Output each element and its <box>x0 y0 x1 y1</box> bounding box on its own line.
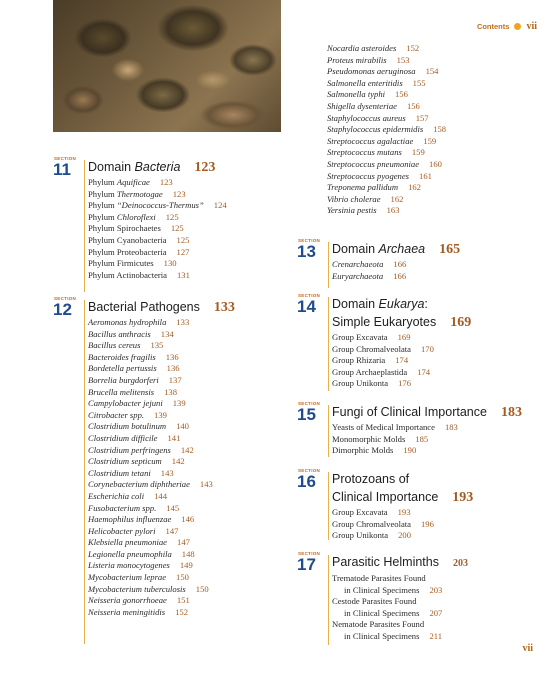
section-number-block <box>297 551 329 645</box>
toc-entry[interactable]: Staphylococcus epidermidis 158 <box>327 124 447 135</box>
page-header <box>477 21 537 32</box>
toc-entry[interactable]: Group Excavata 169 <box>332 332 411 342</box>
toc-entry[interactable]: Clostridium perfringens 142 <box>88 444 194 455</box>
section-title-page: 203 <box>452 558 468 569</box>
toc-entry[interactable]: Salmonella typhi 156 <box>327 89 408 100</box>
section-body <box>329 242 460 288</box>
section-title-row[interactable] <box>332 555 468 571</box>
toc-entry[interactable]: Nematode Parasites Found <box>332 619 425 630</box>
toc-entry[interactable]: in Clinical Specimens 203 <box>344 584 443 595</box>
section-label: SECTION <box>298 468 321 473</box>
header-page-number: vii <box>526 21 537 32</box>
section-title-page: 123 <box>194 160 216 175</box>
toc-entry[interactable]: Streptococcus agalactiae 159 <box>327 135 437 146</box>
section-entries <box>88 177 227 281</box>
section-entries <box>332 332 471 390</box>
toc-entry[interactable]: Salmonella enteritidis 155 <box>327 77 426 88</box>
section-number: 14 <box>297 297 316 316</box>
toc-entry[interactable]: Phylum Aquificae 123 <box>88 177 173 187</box>
section-title-row[interactable] <box>332 242 460 257</box>
section-title-page: 133 <box>213 300 235 315</box>
section-title-line2: Clinical Importance <box>332 490 439 504</box>
toc-entry[interactable]: Group Excavata 193 <box>332 507 411 517</box>
toc-entry[interactable]: Clostridium botulinum 140 <box>88 421 189 432</box>
section-entries <box>332 507 473 542</box>
toc-entry[interactable]: Clostridium septicum 142 <box>88 456 185 467</box>
toc-entry[interactable]: Crenarchaeota 166 <box>332 259 407 269</box>
toc-entry[interactable]: Dimorphic Molds 190 <box>332 445 417 456</box>
contents-label: Contents <box>476 22 510 31</box>
section-12 <box>53 296 235 644</box>
toc-entry[interactable]: Phylum Spirochaetes 125 <box>88 223 184 234</box>
toc-entry[interactable]: Streptococcus pneumoniae 160 <box>327 158 442 169</box>
section-title-page: 183 <box>500 405 522 420</box>
toc-entry[interactable]: Proteus mirabilis 153 <box>327 54 410 65</box>
section-13 <box>297 238 461 288</box>
toc-entry[interactable]: Escherichia coli 144 <box>88 490 167 501</box>
section-title-row[interactable] <box>88 160 227 175</box>
orange-dot-icon <box>514 23 521 30</box>
toc-entry[interactable]: Yeasts of Medical Importance 183 <box>332 422 458 432</box>
section-title: Parasitic Helminths <box>332 555 439 569</box>
toc-entry[interactable]: Group Chromalveolata 196 <box>332 518 434 529</box>
toc-entry[interactable]: Pseudomonas aeruginosa 154 <box>327 66 439 77</box>
toc-entry[interactable]: Corynebacterium diphtheriae 143 <box>88 479 213 490</box>
section-number-block <box>297 401 329 457</box>
section-title-page: 165 <box>439 242 461 257</box>
section-title-page: 169 <box>450 315 472 330</box>
section-title: Fungi of Clinical Importance <box>332 405 487 419</box>
section-body <box>85 160 227 292</box>
section-number: 12 <box>53 300 72 319</box>
section-title-page: 193 <box>452 490 474 505</box>
section-number-block <box>297 468 329 540</box>
toc-entry[interactable]: Bordetella pertussis 136 <box>88 363 180 374</box>
toc-entry[interactable]: Group Unikonta 200 <box>332 530 411 541</box>
toc-entry[interactable]: Bacillus cereus 135 <box>88 340 164 351</box>
toc-entry[interactable]: Phylum Chloroflexi 125 <box>88 211 179 222</box>
section-number-block <box>53 296 85 644</box>
toc-entry[interactable]: in Clinical Specimens 207 <box>344 607 443 618</box>
toc-entry[interactable]: Haemophilus influenzae 146 <box>88 514 195 525</box>
section-title[interactable]: Domain Eukarya: <box>332 297 428 311</box>
toc-entry[interactable]: Citrobacter spp. 139 <box>88 409 167 420</box>
section-body <box>329 555 468 645</box>
section-number: 13 <box>297 242 316 261</box>
section-number-block <box>53 156 85 292</box>
toc-entry[interactable]: Aeromonas hydrophila 133 <box>88 317 190 327</box>
toc-entry[interactable]: Monomorphic Molds 185 <box>332 433 429 444</box>
toc-entry[interactable]: Phylum Actinobacteria 131 <box>88 269 190 280</box>
section-title[interactable]: Protozoans of <box>332 472 410 486</box>
section-11 <box>53 156 227 292</box>
toc-entry[interactable]: Borrelia burgdorferi 137 <box>88 374 182 385</box>
section-title-row[interactable] <box>332 405 522 420</box>
toc-entry[interactable]: Phylum Thermotogae 123 <box>88 188 186 199</box>
toc-entry[interactable]: Staphylococcus aureus 157 <box>327 112 429 123</box>
section-number: 17 <box>297 555 316 574</box>
section-number: 15 <box>297 405 316 424</box>
section-title: Domain Archaea <box>332 242 426 256</box>
section-15 <box>297 401 522 457</box>
section-label: SECTION <box>298 401 321 406</box>
toc-entry[interactable]: Phylum Proteobacteria 127 <box>88 246 190 257</box>
toc-entry[interactable]: Trematode Parasites Found <box>332 573 426 583</box>
toc-entry[interactable]: Bacillus anthracis 134 <box>88 328 174 339</box>
cover-photo <box>53 0 281 132</box>
section-body <box>329 405 522 457</box>
section-number-block <box>297 293 329 391</box>
toc-entry[interactable]: Group Chromalveolata 170 <box>332 343 434 354</box>
section-entries <box>332 259 460 282</box>
toc-entry[interactable]: Bacteroides fragilis 136 <box>88 351 179 362</box>
section-14 <box>297 293 472 391</box>
section-title-row[interactable] <box>332 490 473 505</box>
section-label: SECTION <box>54 296 77 301</box>
toc-entry[interactable]: Mycobacterium leprae 150 <box>88 572 189 583</box>
section-label: SECTION <box>54 156 77 161</box>
toc-entry[interactable]: Listeria monocytogenes 149 <box>88 560 193 571</box>
section-title: Bacterial Pathogens <box>88 300 200 314</box>
section-entries <box>332 422 522 457</box>
section-body <box>85 300 235 644</box>
toc-entry[interactable]: Klebsiella pneumoniae 147 <box>88 537 190 548</box>
toc-entry[interactable]: Streptococcus mutans 159 <box>327 147 425 158</box>
section-entries <box>88 317 235 618</box>
toc-entry[interactable]: Shigella dysenteriae 156 <box>327 100 420 111</box>
section-title: Domain Bacteria <box>88 160 181 174</box>
toc-entry[interactable]: Group Archaeplastida 174 <box>332 366 431 377</box>
section-16 <box>297 468 474 542</box>
toc-entry[interactable]: Legionella pneumophila 148 <box>88 548 195 559</box>
section-number-block <box>297 238 329 288</box>
section-label: SECTION <box>298 293 321 298</box>
toc-entry[interactable]: Group Rhizaria 174 <box>332 355 409 366</box>
toc-entry[interactable]: Neisseria gonorrhoeae 151 <box>88 595 190 606</box>
toc-entry[interactable]: Phylum Firmicutes 130 <box>88 258 177 269</box>
section-title-row[interactable] <box>332 315 471 330</box>
section-label: SECTION <box>298 238 321 243</box>
toc-entry[interactable]: Euryarchaeota 166 <box>332 270 407 281</box>
section-number: 11 <box>53 160 71 179</box>
footer-page-number: vii <box>522 643 533 654</box>
section-label: SECTION <box>298 551 321 556</box>
toc-entry[interactable]: Treponema pallidum 162 <box>327 182 421 193</box>
toc-entry[interactable]: in Clinical Specimens 211 <box>344 630 443 641</box>
section-body <box>329 472 473 542</box>
toc-entry[interactable]: Group Unikonta 176 <box>332 378 411 389</box>
toc-entry[interactable]: Mycobacterium tuberculosis 150 <box>88 583 209 594</box>
toc-entry[interactable]: Neisseria meningitidis 152 <box>88 606 188 617</box>
section-title-row[interactable] <box>88 300 235 315</box>
section-body <box>329 297 471 391</box>
toc-entry[interactable]: Phylum “Deinococcus-Thermus” 124 <box>88 200 227 211</box>
toc-entry[interactable]: Nocardia asteroides 152 <box>327 43 420 53</box>
toc-entry[interactable]: Phylum Cyanobacteria 125 <box>88 234 190 245</box>
section-title-line2: Simple Eukaryotes <box>332 315 437 329</box>
toc-entry[interactable]: Cestode Parasites Found <box>332 596 417 607</box>
toc-entry[interactable]: Streptococcus pyogenes 161 <box>327 170 432 181</box>
section-entries <box>332 573 468 643</box>
toc-entry[interactable]: Yersinia pestis 163 <box>327 205 400 216</box>
toc-entry[interactable]: Clostridium tetani 143 <box>88 467 174 478</box>
toc-entry[interactable]: Brucella melitensis 138 <box>88 386 178 397</box>
toc-entry[interactable]: Vibrio cholerae 162 <box>327 193 404 204</box>
toc-entry[interactable]: Fusobacterium spp. 145 <box>88 502 180 513</box>
toc-entry[interactable]: Campylobacter jejuni 139 <box>88 398 186 409</box>
toc-entry[interactable]: Helicobacter pylori 147 <box>88 525 179 536</box>
toc-entry[interactable]: Clostridium difficile 141 <box>88 432 181 443</box>
section-number: 16 <box>297 472 316 491</box>
section-17 <box>297 551 468 645</box>
continued-entries-list <box>327 43 446 217</box>
